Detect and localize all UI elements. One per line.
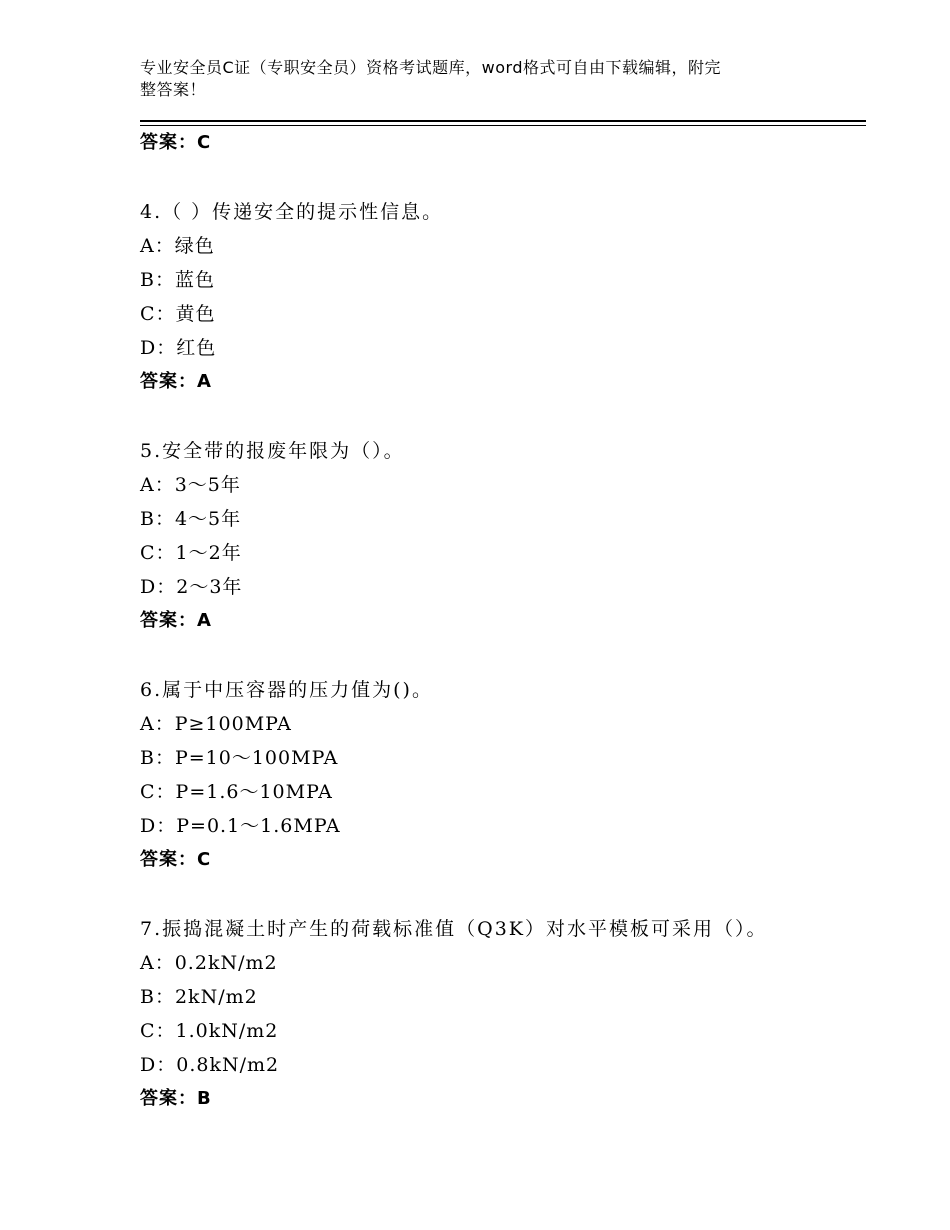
option-c: C：1.0kN/m2 [140,1020,279,1042]
answer: 答案：C [140,849,212,870]
question-stem: 4.（ ）传递安全的提示性信息。 [140,201,444,223]
header-line-1: 专业安全员C证（专职安全员）资格考试题库，word格式可自由下载编辑，附完 [140,58,722,77]
header-rule-thin [140,125,866,126]
question-stem: 5.安全带的报废年限为（）。 [140,440,405,462]
option-d: D：红色 [140,337,217,359]
header-rule-thick [140,120,866,122]
option-d: D：2～3年 [140,576,243,598]
question-4 [140,195,860,399]
question-stem: 6.属于中压容器的压力值为()。 [140,679,433,701]
option-c: C：黄色 [140,303,216,325]
option-b: B：蓝色 [140,269,215,291]
option-c: C：1～2年 [140,542,242,564]
option-d: D：P=0.1～1.6MPA [140,815,341,837]
answer: 答案：A [140,610,212,631]
question-stem: 7.振捣混凝土时产生的荷载标准值（Q3K）对水平模板可采用（）。 [140,918,768,940]
option-a: A：3～5年 [140,474,241,496]
option-b: B：4～5年 [140,508,242,530]
option-a: A：0.2kN/m2 [140,952,278,974]
question-6 [140,673,860,877]
document-header [140,57,820,101]
header-line-2: 整答案！ [140,80,207,99]
previous-answer: 答案：C [140,132,212,153]
option-c: C：P=1.6～10MPA [140,781,333,803]
option-a: A：绿色 [140,235,215,257]
answer: 答案：A [140,371,212,392]
answer: 答案：B [140,1088,212,1109]
option-d: D：0.8kN/m2 [140,1054,280,1076]
option-a: A：P≥100MPA [140,713,292,735]
option-b: B：2kN/m2 [140,986,258,1008]
option-b: B：P=10～100MPA [140,747,339,769]
question-5 [140,434,860,638]
question-7 [140,912,860,1116]
